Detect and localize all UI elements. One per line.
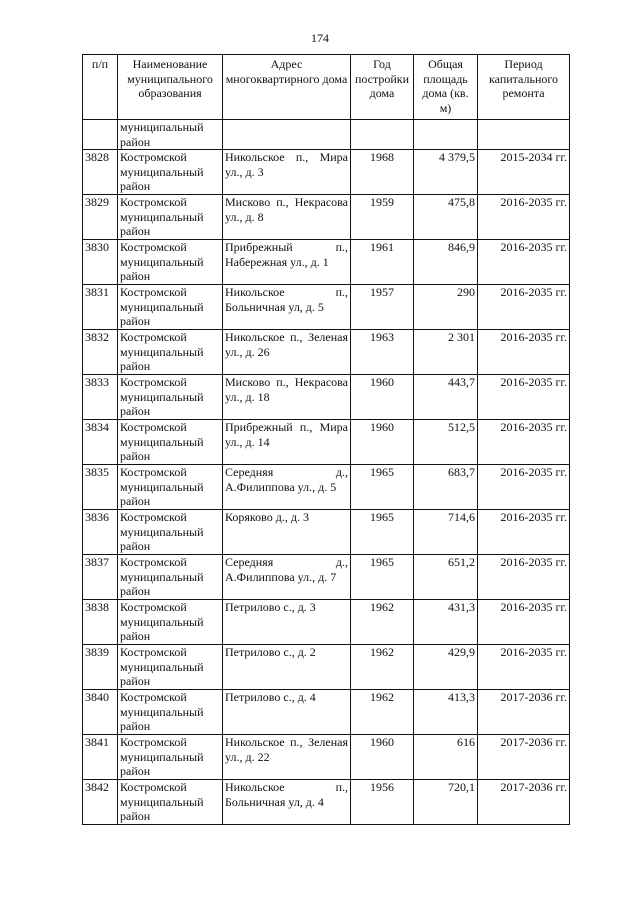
row-municipality: Костромской муниципальный район [118,465,223,510]
row-area: 651,2 [414,555,478,600]
row-period: 2016-2035 гг. [478,195,570,240]
row-address: Середняя д., А.Филиппова ул., д. 5 [223,465,351,510]
row-municipality: Костромской муниципальный район [118,690,223,735]
row-address: Никольское п., Зеленая ул., д. 22 [223,735,351,780]
row-period: 2017-2036 гг. [478,690,570,735]
row-municipality: Костромской муниципальный район [118,645,223,690]
row-municipality: Костромской муниципальный район [118,240,223,285]
header-num: п/п [83,55,118,120]
row-period: 2016-2035 гг. [478,240,570,285]
continuation-area [414,120,478,150]
row-period: 2016-2035 гг. [478,285,570,330]
row-area: 616 [414,735,478,780]
row-number: 3830 [83,240,118,285]
row-address: Мисково п., Некрасова ул., д. 18 [223,375,351,420]
row-number: 3831 [83,285,118,330]
row-year: 1965 [351,465,414,510]
row-area: 475,8 [414,195,478,240]
row-municipality: Костромской муниципальный район [118,600,223,645]
page-number: 174 [311,31,329,45]
table-row [83,555,570,600]
table-row [83,510,570,555]
row-number: 3840 [83,690,118,735]
row-number: 3838 [83,600,118,645]
row-year: 1956 [351,780,414,825]
row-period: 2015-2034 гг. [478,150,570,195]
table-row [83,375,570,420]
row-year: 1962 [351,690,414,735]
row-municipality: Костромской муниципальный район [118,150,223,195]
row-area: 714,6 [414,510,478,555]
row-period: 2016-2035 гг. [478,465,570,510]
row-year: 1963 [351,330,414,375]
row-number: 3835 [83,465,118,510]
row-area: 413,3 [414,690,478,735]
continuation-year [351,120,414,150]
row-address: Мисково п., Некрасова ул., д. 8 [223,195,351,240]
row-area: 290 [414,285,478,330]
table-row [83,645,570,690]
row-area: 431,3 [414,600,478,645]
row-year: 1965 [351,510,414,555]
row-year: 1962 [351,600,414,645]
row-area: 429,9 [414,645,478,690]
row-number: 3839 [83,645,118,690]
row-year: 1968 [351,150,414,195]
table-row [83,285,570,330]
row-municipality: Костромской муниципальный район [118,285,223,330]
row-period: 2017-2036 гг. [478,780,570,825]
row-year: 1959 [351,195,414,240]
row-address: Петрилово с., д. 2 [223,645,351,690]
row-number: 3834 [83,420,118,465]
table-row [83,735,570,780]
row-year: 1961 [351,240,414,285]
row-year: 1965 [351,555,414,600]
row-address: Прибрежный п., Мира ул., д. 14 [223,420,351,465]
row-year: 1960 [351,735,414,780]
table-header-row [83,55,570,120]
row-number: 3829 [83,195,118,240]
table-row [83,465,570,510]
row-municipality: Костромской муниципальный район [118,375,223,420]
header-municipality: Наименование муниципального образования [118,55,223,120]
row-period: 2016-2035 гг. [478,645,570,690]
row-area: 683,7 [414,465,478,510]
row-area: 2 301 [414,330,478,375]
header-period: Период капитального ремонта [478,55,570,120]
row-period: 2016-2035 гг. [478,510,570,555]
table-row [83,600,570,645]
row-address: Коряково д., д. 3 [223,510,351,555]
row-address: Никольское п., Мира ул., д. 3 [223,150,351,195]
row-number: 3832 [83,330,118,375]
row-number: 3833 [83,375,118,420]
row-municipality: Костромской муниципальный район [118,510,223,555]
row-municipality: Костромской муниципальный район [118,555,223,600]
row-number: 3828 [83,150,118,195]
row-area: 443,7 [414,375,478,420]
row-area: 846,9 [414,240,478,285]
row-period: 2016-2035 гг. [478,600,570,645]
row-number: 3836 [83,510,118,555]
table-row [83,690,570,735]
row-municipality: Костромской муниципальный район [118,780,223,825]
row-number: 3841 [83,735,118,780]
row-address: Петрилово с., д. 3 [223,600,351,645]
table-row [83,195,570,240]
row-municipality: Костромской муниципальный район [118,735,223,780]
row-address: Никольское п., Больничная ул, д. 4 [223,780,351,825]
continuation-address [223,120,351,150]
header-area: Общая площадь дома (кв. м) [414,55,478,120]
table-row [83,420,570,465]
row-address: Петрилово с., д. 4 [223,690,351,735]
housing-registry-table [82,54,570,825]
row-period: 2016-2035 гг. [478,420,570,465]
row-year: 1962 [351,645,414,690]
row-period: 2017-2036 гг. [478,735,570,780]
row-address: Никольское п., Зеленая ул., д. 26 [223,330,351,375]
continuation-period [478,120,570,150]
continuation-num [83,120,118,150]
row-address: Прибрежный п., Набережная ул., д. 1 [223,240,351,285]
row-year: 1960 [351,375,414,420]
table-row [83,150,570,195]
continuation-row [83,120,570,150]
row-area: 512,5 [414,420,478,465]
header-year: Год постройки дома [351,55,414,120]
header-address: Адрес многоквартирного дома [223,55,351,120]
row-period: 2016-2035 гг. [478,330,570,375]
row-year: 1960 [351,420,414,465]
row-area: 720,1 [414,780,478,825]
row-area: 4 379,5 [414,150,478,195]
table-row [83,240,570,285]
row-period: 2016-2035 гг. [478,375,570,420]
row-municipality: Костромской муниципальный район [118,330,223,375]
table-row [83,330,570,375]
row-number: 3837 [83,555,118,600]
row-number: 3842 [83,780,118,825]
row-address: Середняя д., А.Филиппова ул., д. 7 [223,555,351,600]
row-period: 2016-2035 гг. [478,555,570,600]
row-municipality: Костромской муниципальный район [118,420,223,465]
continuation-municipality: муниципальный район [118,120,223,150]
row-year: 1957 [351,285,414,330]
table-row [83,780,570,825]
row-municipality: Костромской муниципальный район [118,195,223,240]
row-address: Никольское п., Больничная ул, д. 5 [223,285,351,330]
